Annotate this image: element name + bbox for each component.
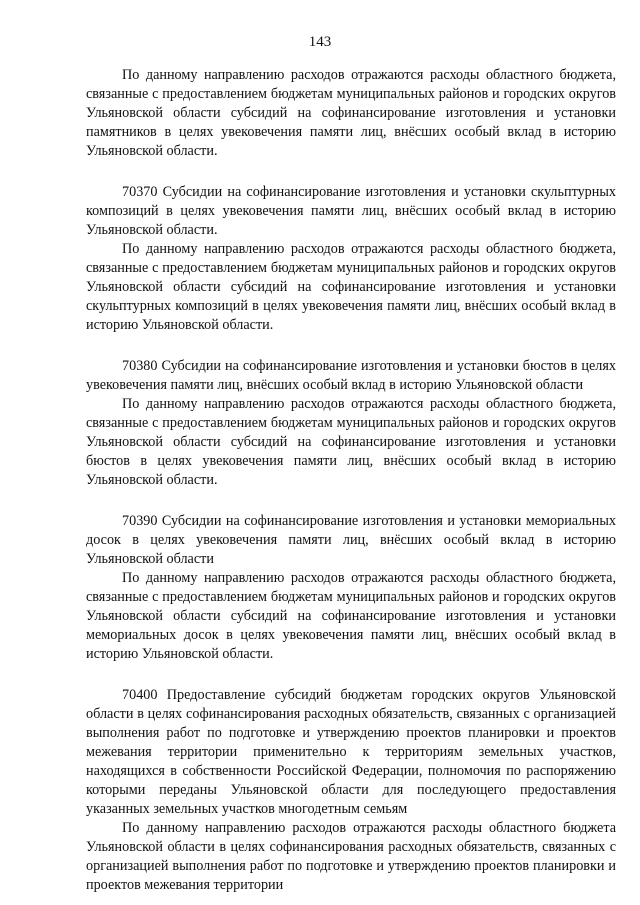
section-heading-70370: 70370 Субсидии на софинансирование изготовления и установки скульптурных композиций в целях увековечения памяти лиц, внёсших особый вклад в историю Ульяновской области.	[86, 184, 616, 238]
paragraph: По данному направлению расходов отражаются расходы областного бюджета, связанные с предоставлением бюджетам муниципальных районов и городских округов Ульяновской области субсидий на софинансирование изготовления и установки мемориальных досок в целях увековечения памяти лиц, внёсших особый вклад в историю Ульяновской области.	[86, 570, 616, 662]
paragraph: По данному направлению расходов отражаются расходы областного бюджета Ульяновской области в целях софинансирования расходных обязательств, связанных с организацией выполнения работ по подготовке и утверждению проектов планировки и проектов межевания территории	[86, 820, 616, 893]
section-heading-70400: 70400 Предоставление субсидий бюджетам городских округов Ульяновской области в целях софинансирования расходных обязательств, связанных с организацией выполнения работ по подготовке и утверждению проектов планировки и проектов межевания территории применительно к территориям земельных участков, находящихся в собственности Российской Федерации, полномочия по распоряжению которыми переданы Ульяновской области для последующего предоставления указанных земельных участков многодетным семьям	[86, 687, 616, 817]
paragraph: По данному направлению расходов отражаются расходы областного бюджета, связанные с предоставлением бюджетам муниципальных районов и городских округов Ульяновской области субсидий на софинансирование изготовления и установки памятников в целях увековечения памяти лиц, внёсших особый вклад в историю Ульяновской области.	[86, 67, 616, 159]
section-heading-70380: 70380 Субсидии на софинансирование изготовления и установки бюстов в целях увековечения памяти лиц, внёсших особый вклад в историю Ульяновской области	[86, 358, 616, 393]
section-heading-70390: 70390 Субсидии на софинансирование изготовления и установки мемориальных досок в целях увековечения памяти лиц, внёсших особый вклад в историю Ульяновской области	[86, 513, 616, 567]
page-number: 143	[308, 34, 332, 50]
paragraph: По данному направлению расходов отражаются расходы областного бюджета, связанные с предоставлением бюджетам муниципальных районов и городских округов Ульяновской области субсидий на софинансирование изготовления и установки скульптурных композиций в целях увековечения памяти лиц, внёсших особый вклад в историю Ульяновской области.	[86, 241, 616, 333]
document-body	[86, 66, 616, 895]
paragraph: По данному направлению расходов отражаются расходы областного бюджета, связанные с предоставлением бюджетам муниципальных районов и городских округов Ульяновской области субсидий на софинансирование изготовления и установки бюстов в целях увековечения памяти лиц, внёсших особый вклад в историю Ульяновской области.	[86, 396, 616, 488]
